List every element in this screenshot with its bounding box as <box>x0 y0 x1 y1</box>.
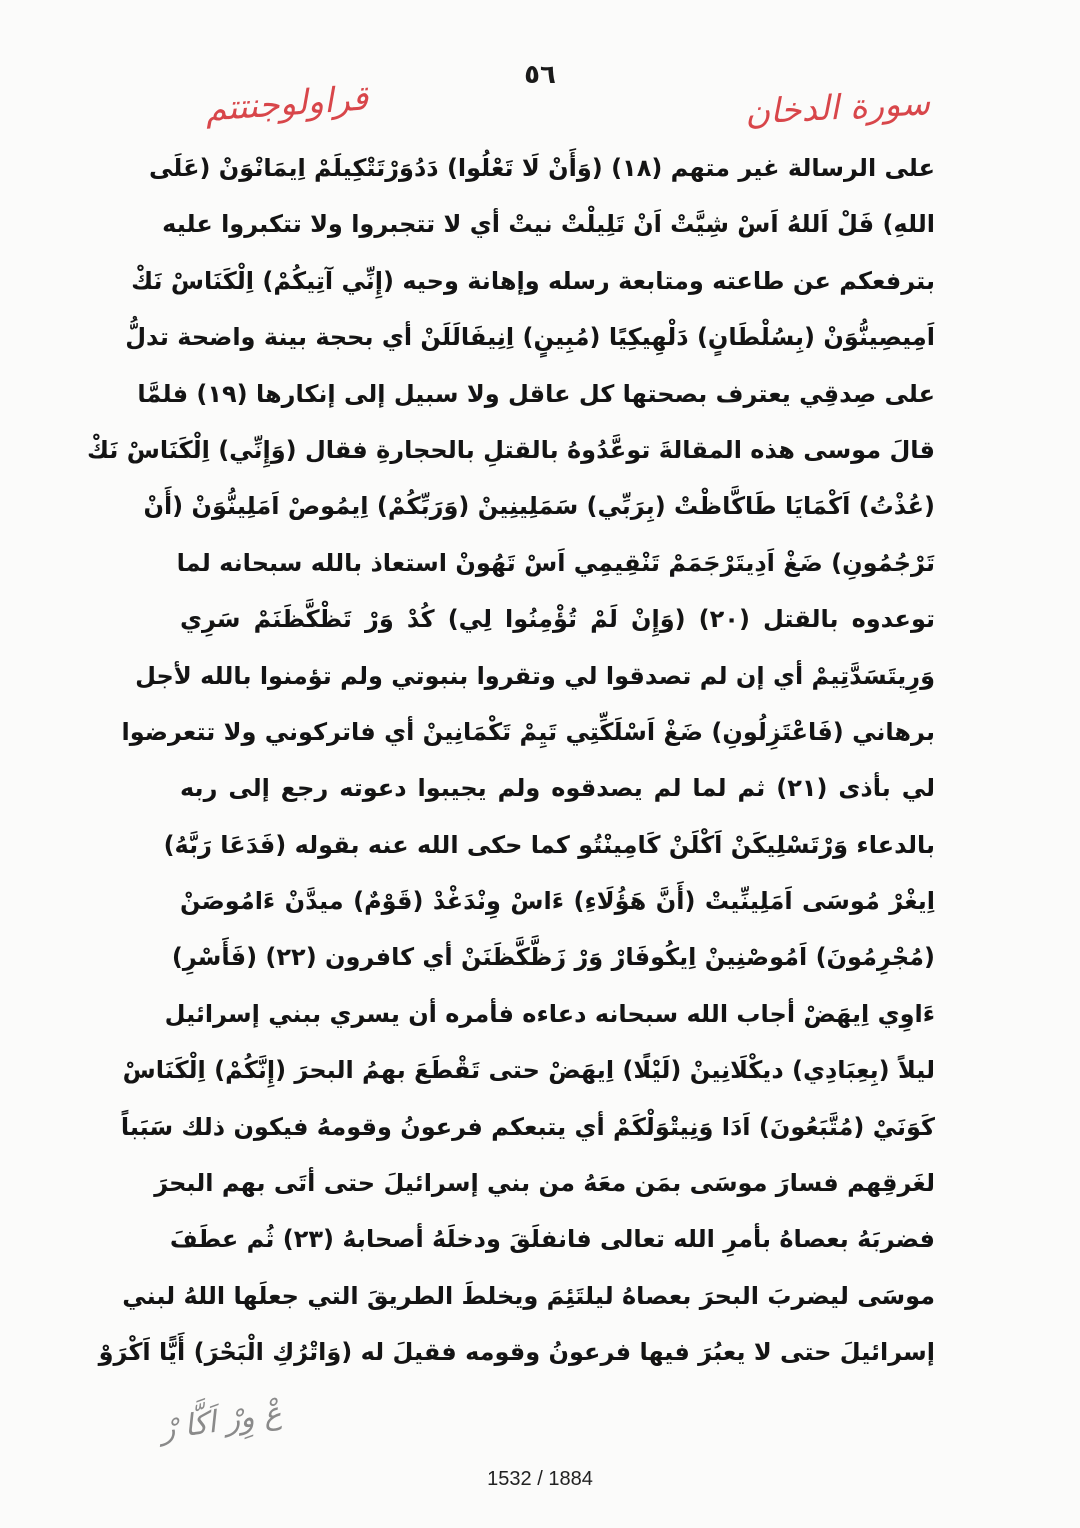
text-line: كَوَنَيْ (مُتَّبَعُونَ) اَدَا وَنِيتْوَلْكَمْ أي يتبعكم فرعونُ وقومهُ فيكون ذلك سَبَباً <box>120 1112 935 1141</box>
page-number: ٥٦ <box>524 60 556 90</box>
text-line: لي بأذى (٢١) ثم لما لم يصدقوه ولم يجيبوا دعوته رجع إلى ربه <box>180 774 936 803</box>
text-line: توعدوه بالقتل (٢٠) (وَإِنْ لَمْ تُؤْمِنُوا لِي) كُدْ وَرْ تَظْكَّظَنَمْ سَرِي <box>180 605 935 634</box>
handwritten-reading-annotation: قراولوجنتتم <box>203 78 370 130</box>
text-line: اِيغْرْ مُوسَى اَمَلِينِّيتْ (أَنَّ هَؤُلَاءِ) ءَاسْ وِنْدَغْدْ (قَوْمٌ) ميدَّنْ ءَامُوصَنْ <box>180 887 935 916</box>
text-line: اللهِ) فَلْ اَللهُ اَسْ شِيَّتْ اَنْ تَلِيلْتْ نيتْ أي لا تتجبروا ولا تتكبروا عليه <box>162 210 935 239</box>
catchword: عْ وِرْ اَكَّا رْ <box>158 1395 284 1448</box>
text-line: ءَاوِي اِيهَضْ أجاب الله سبحانه دعاءه فأمره أن يسري ببني إسرائيل <box>164 999 935 1028</box>
text-line: ليلاً (بِعِبَادِي) ديكْلَانِينْ (لَيْلًا) اِيهَضْ حتى تَقْطَعَ بهمُ البحرَ (إِنَّكُمْ) اِلْكَنَاسْ <box>122 1056 935 1085</box>
body-text <box>87 140 936 1381</box>
text-line: موسَى ليضربَ البحرَ بعصاهُ ليلتَئِمَ ويخلطَ الطريقَ التي جعلَها اللهُ لبني <box>122 1281 935 1310</box>
text-line: على الرسالة غير متهم (١٨) (وَأَنْ لَا تَعْلُوا) دَدُوَرْتَتْكِيلَمْ اِيمَانْوَنْ (عَلَى <box>149 154 935 182</box>
text-line: بالدعاء وَرْتَسْلِيكَنْ اَكْلَنْ كَامِينْتُو كما حكى الله عنه بقوله (فَدَعَا رَبَّهُ) <box>163 830 935 859</box>
text-line: تَرْجُمُونِ) ضَغْ اَدِيتَرْجَمَمْ تَنْقِيمِي اَسْ تَهُونْ استعاذ بالله سبحانه لما <box>176 548 935 577</box>
text-line: على صِدقِي يعترف بصحتها كل عاقل ولا سبيل إلى إنكارها (١٩) فلمَّا <box>137 379 935 408</box>
text-line: برهاني (فَاعْتَزِلُونِ) ضَغْ اَسْلَكِّتِي تَيِمْ تَكْمَانِينْ أي فاتركوني ولا تتعرضوا <box>121 717 935 746</box>
text-line: بترفعكم عن طاعته ومتابعة رسله وإهانة وحيه (إِنِّي آتِيكُمْ) اِلْكَنَاسْ نَكْ <box>131 266 935 295</box>
text-line: لغَرقِهم فسارَ موسَى بمَن معَهُ من بني إسرائيلَ حتى أتَى بهم البحرَ <box>154 1169 935 1198</box>
text-line: إسرائيلَ حتى لا يعبُرَ فيها فرعونُ وقومه فقيلَ له (وَاتْرُكِ الْبَحْرَ) أَيًّا اَكْرَوْ <box>98 1338 935 1367</box>
text-line: وَرِيتَسَدَّتِيمْ أي إن لم تصدقوا لي وتقروا بنبوتي ولم تؤمنوا بالله لأجل <box>135 661 935 690</box>
handwritten-surah-annotation: سورة الدخان <box>743 83 931 133</box>
text-line: فضربَهُ بعصاهُ بأمرِ الله تعالى فانفلَقَ ودخلَهُ أصحابهُ (٢٣) ثُم عطَفَ <box>169 1225 935 1254</box>
text-line: (عُذْتُ) اَكْمَايَا طَاكَّاظْتْ (بِرَبِّي) سَمَلِينِينْ (وَرَبِّكُمْ) اِيمُوصْ اَمَلِينُّوَنْ (أَنْ <box>143 492 935 521</box>
page-indicator: 1532 / 1884 <box>487 1468 593 1490</box>
text-line: قالَ موسى هذه المقالةَ توعَّدُوهُ بالقتلِ بالحجارةِ فقال (وَإِنِّي) اِلْكَنَاسْ نَكْ <box>87 435 935 464</box>
text-line: اَمِيصِينُّوَنْ (بِسُلْطَانٍ) دَلْهِيكِيًا (مُبِينٍ) اِنِيفَالَلَنْ أي بحجة بينة واضحة تدلُّ <box>125 323 935 352</box>
text-line: (مُجْرِمُونَ) اَمُوصْنِينْ اِيكُوفَارْ وَرْ زَظَّكَّظَنَنْ أي كافرون (٢٢) (فَأَسْرِ) <box>171 943 935 972</box>
